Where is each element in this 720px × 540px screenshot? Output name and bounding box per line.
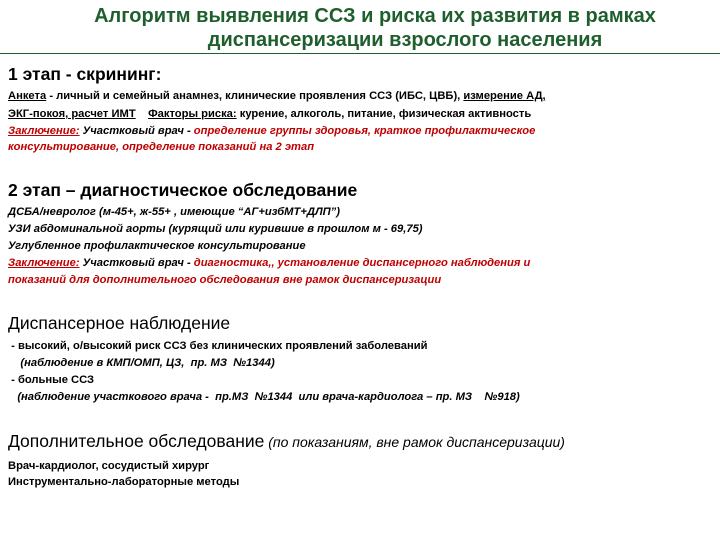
additional-line-2: Инструментально-лабораторные методы (8, 476, 240, 488)
stage1-anketa-line (8, 89, 546, 104)
dispensary-line-1: - высокий, о/высокий риск ССЗ без клинических проявлений заболеваний (8, 340, 428, 352)
additional-heading-note: (по показаниям, вне рамок диспансеризации) (264, 434, 565, 450)
stage1-conclusion-label: Заключение: (8, 125, 80, 137)
title-line-2: диспансеризации взрослого населения (207, 29, 603, 51)
dispensary-line-4: (наблюдение участкового врача - пр.МЗ №1344 или врача-кардиолога – пр. МЗ №918) (8, 391, 520, 403)
dispensary-line-3: - больные ССЗ (8, 374, 95, 386)
stage1-ecg-line (8, 107, 531, 122)
stage2-conclusion-red: диагностика,, установление диспансерного наблюдения и (193, 257, 531, 269)
title-line-1: Алгоритм выявления ССЗ и риска их развития в рамках (94, 5, 656, 27)
stage2-line-2: УЗИ абдоминальной аорты (курящий или курившие в прошлом м - 69,75) (8, 223, 423, 235)
measure-text: измерение АД, (463, 90, 546, 102)
anketa-text: - личный и семейный анамнез, клинические проявления ССЗ (ИБС, ЦВБ), (46, 90, 464, 102)
stage2-line-3: Углубленное профилактическое консультирование (8, 240, 306, 252)
stage1-heading: 1 этап - скрининг: (8, 64, 162, 84)
additional-heading: Дополнительное обследование (8, 431, 265, 451)
stage2-heading: 2 этап – диагностическое обследование (8, 180, 358, 200)
dispensary-line-2: (наблюдение в КМП/ОМП, ЦЗ, пр. МЗ №1344) (8, 357, 275, 369)
page-title (0, 4, 720, 52)
stage2-conclusion-text: Участковый врач - (79, 257, 194, 269)
dispensary-heading: Диспансерное наблюдение (8, 313, 231, 333)
additional-heading-line (8, 431, 565, 452)
stage2-conclusion-line2: показаний для дополнительного обследования вне рамок диспансеризации (8, 274, 442, 286)
stage1-conclusion-line (8, 124, 535, 139)
ecg-text: ЭКГ-покоя, расчет ИМТ (8, 108, 136, 120)
stage2-conclusion-label: Заключение: (8, 257, 80, 269)
title-divider (0, 53, 720, 54)
risk-label: Факторы риска: (148, 108, 237, 120)
stage1-conclusion-red: определение группы здоровья, краткое профилактическое (193, 125, 536, 137)
stage2-line-1: ДСБА/невролог (м-45+, ж-55+ , имеющие “АГ+избМТ+ДЛП”) (8, 206, 340, 218)
stage1-conclusion-line2: консультирование, определение показаний на 2 этап (8, 141, 315, 153)
anketa-label: Анкета (8, 90, 47, 102)
stage2-conclusion-line (8, 256, 530, 271)
risk-text: курение, алкоголь, питание, физическая активность (236, 108, 532, 120)
additional-line-1: Врач-кардиолог, сосудистый хирург (8, 460, 210, 472)
stage1-conclusion-text: Участковый врач - (79, 125, 194, 137)
